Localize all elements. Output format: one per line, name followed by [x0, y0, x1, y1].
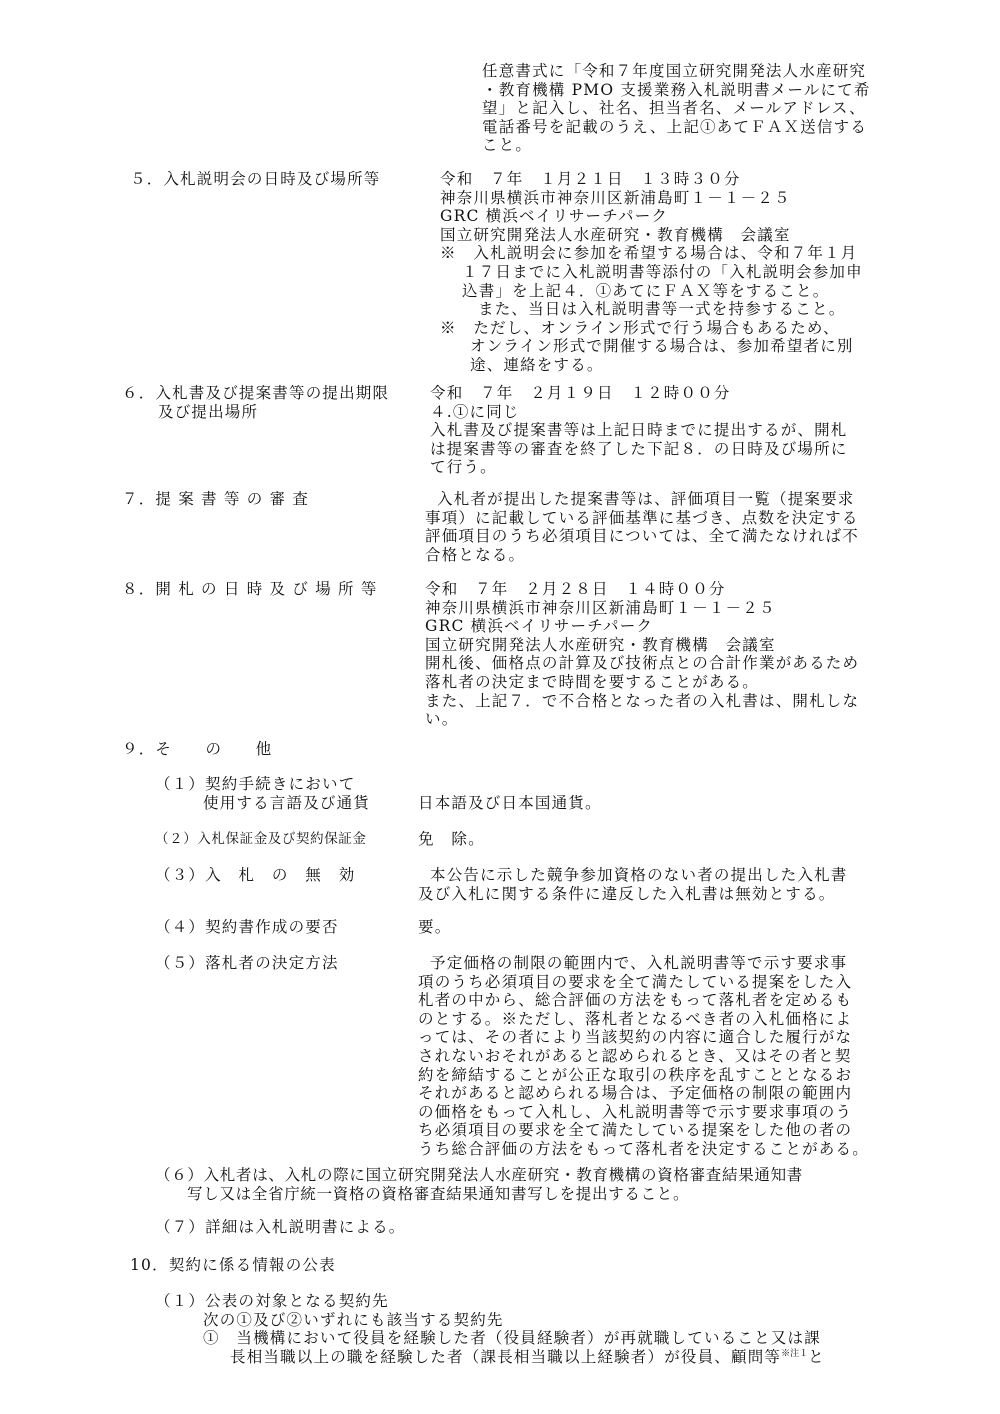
text-line: 事項）に記載している評価基準に基づき、点数を決定する: [425, 508, 859, 527]
text-line: 国立研究開発法人水産研究・教育機構 会議室: [425, 635, 776, 654]
text-line: 途、連絡をする。: [470, 355, 604, 374]
text-line: １７日までに入札説明書等添付の「入札説明会参加申: [462, 262, 863, 281]
section-9-2-label: （２）入札保証金及び契約保証金: [155, 831, 367, 847]
text-line: 入札者が提出した提案書等は、評価項目一覧（提案要求: [437, 490, 855, 508]
text-line: 使用する言語及び通貨: [203, 793, 371, 812]
text-line: オンライン形式で開催する場合は、参加希望者に別: [470, 337, 854, 356]
section-9-5-body: [418, 954, 869, 1159]
text-line: のとする。※ただし、落札者となるべき者の入札価格によ: [418, 1009, 853, 1028]
section-8-label: ８．開 札 の 日 時 及 び 場 所 等: [122, 580, 378, 598]
text-line: い。: [425, 710, 459, 729]
section-9-6: [155, 1166, 803, 1203]
text-line: 神奈川県横浜市神奈川区新浦島町１－１－２５: [440, 188, 791, 207]
text-line: 評価項目のうち必須項目については、全て満たなければ不: [425, 527, 859, 546]
section-9-label: ９．そ の 他: [122, 740, 273, 758]
section-9-1-value: 日本語及び日本国通貨。: [418, 794, 602, 812]
text-line: 令和 ７年 ２月１９日 １２時００分: [430, 384, 731, 402]
text-line: ※ 入札説明会に参加を希望する場合は、令和７年１月: [440, 244, 858, 263]
section-9-3-body: [418, 866, 848, 903]
text-line: 次の①及び②いずれにも該当する契約先: [203, 1310, 504, 1329]
text-line-segment: と: [808, 1347, 825, 1366]
text-line: 項のうち必須項目の要求を全て満たしている提案をした入: [418, 972, 853, 991]
text-line: 札者の中から、総合評価の方法をもって落札者を定めるも: [418, 991, 853, 1010]
section-9-7: （７）詳細は入札説明書による。: [155, 1218, 406, 1236]
text-line: また、当日は入札説明書等一式を持参すること。: [478, 300, 846, 319]
text-line: 任意書式に「令和７年度国立研究開発法人水産研究: [482, 62, 867, 80]
text-line: ４.①に同じ: [430, 402, 520, 421]
text-line: 令和 ７年 １月２１日 １３時３０分: [440, 170, 741, 188]
section-9-1-label: [155, 775, 370, 812]
text-line: 望」と記入し、社名、担当者名、メールアドレス、: [482, 99, 866, 118]
text-line: （６）入札者は、入札の際に国立研究開発法人水産研究・教育機構の資格審査結果通知書: [155, 1166, 804, 1184]
text-line: 電話番号を記載のうえ、上記①あてＦＡＸ送信する: [482, 117, 868, 136]
text-line: ・教育機構 PMO 支援業務入札説明書メールにて希: [482, 80, 871, 99]
text-line: 及び提出場所: [158, 402, 259, 421]
text-line: ※ ただし、オンライン形式で行う場合もあるため、: [440, 318, 840, 337]
section-7-label: ７．提 案 書 等 の 審 査: [122, 490, 310, 508]
text-line: されないおそれがあると認められるとき、又はその者と契: [418, 1046, 852, 1065]
section-9-4-value: 要。: [418, 918, 452, 936]
section-7-body: [425, 490, 859, 564]
text-line: 及び入札に関する条件に違反した入札書は無効とする。: [418, 884, 836, 903]
text-line: っては、その者により当該契約の内容に適合した履行がな: [418, 1028, 853, 1047]
section-8-body: [425, 580, 859, 729]
section-5-label: ５．入札説明会の日時及び場所等: [130, 170, 381, 188]
text-line: の価格をもって入札し、入札説明書等で示す要求事項のう: [418, 1102, 853, 1121]
footnote-mark: ※注１: [781, 1348, 809, 1359]
text-line: 込書」を上記４．①あてにＦＡＸ等をすること。: [462, 281, 830, 300]
section-10-label: 10．契約に係る情報の公表: [130, 1256, 336, 1274]
section-10-1: [155, 1292, 825, 1366]
text-line-segment: 長相当職以上の職を経験した者（課長相当職以上経験者）が役員、顧問等: [230, 1347, 782, 1366]
text-line: 令和 ７年 ２月２８日 １４時００分: [425, 580, 726, 598]
section-5-body: [440, 170, 863, 375]
text-line: て行う。: [430, 458, 497, 477]
text-line: 入札書及び提案書等は上記日時までに提出するが、開札: [430, 421, 848, 440]
text-line: 写し又は全省庁統一資格の資格審査結果通知書写しを提出すること。: [187, 1184, 690, 1203]
section-6-body: [430, 384, 848, 477]
text-line: うち総合評価の方法をもって落札者を決定することがある。: [418, 1139, 869, 1158]
text-line: GRC 横浜ベイリサーチパーク: [440, 207, 669, 226]
text-line: 予定価格の制限の範囲内で、入札説明書等で示す要求事: [430, 954, 848, 972]
section-9-3-label: （３）入 札 の 無 効: [155, 866, 356, 884]
text-line: （１）公表の対象となる契約先: [155, 1292, 389, 1310]
text-line: ６．入札書及び提案書等の提出期限: [122, 384, 390, 402]
text-line: [155, 1348, 825, 1367]
text-line: また、上記７．で不合格となった者の入札書は、開札しな: [425, 691, 860, 710]
section-9-2-value: 免 除。: [418, 830, 485, 848]
section-6-label: [122, 384, 389, 421]
intro-paragraph: [482, 62, 871, 155]
text-line: ち必須項目の要求を全て満たしている提案をした他の者の: [418, 1121, 853, 1140]
text-line: GRC 横浜ベイリサーチパーク: [425, 617, 654, 636]
text-line: 約を締結することが公正な取引の秩序を乱すこととなるお: [418, 1065, 853, 1084]
text-line: ① 当機構において役員を経験した者（役員経験者）が再就職していること又は課: [203, 1329, 821, 1348]
text-line: 国立研究開発法人水産研究・教育機構 会議室: [440, 225, 791, 244]
text-line: は提案書等の審査を終了した下記８．の日時及び場所に: [430, 439, 848, 458]
section-9-5-label: （５）落札者の決定方法: [155, 954, 339, 972]
text-line: 合格となる。: [425, 545, 526, 564]
text-line: それがあると認められる場合は、予定価格の制限の範囲内: [418, 1084, 853, 1103]
section-9-4-label: （４）契約書作成の要否: [155, 918, 339, 936]
text-line: 神奈川県横浜市神奈川区新浦島町１－１－２５: [425, 598, 776, 617]
text-line: こと。: [482, 136, 533, 155]
text-line: 開札後、価格点の計算及び技術点との合計作業があるため: [425, 654, 860, 673]
text-line: 落札者の決定まで時間を要することがある。: [425, 672, 760, 691]
text-line: 本公告に示した競争参加資格のない者の提出した入札書: [430, 866, 848, 884]
text-line: （１）契約手続きにおいて: [155, 775, 356, 793]
